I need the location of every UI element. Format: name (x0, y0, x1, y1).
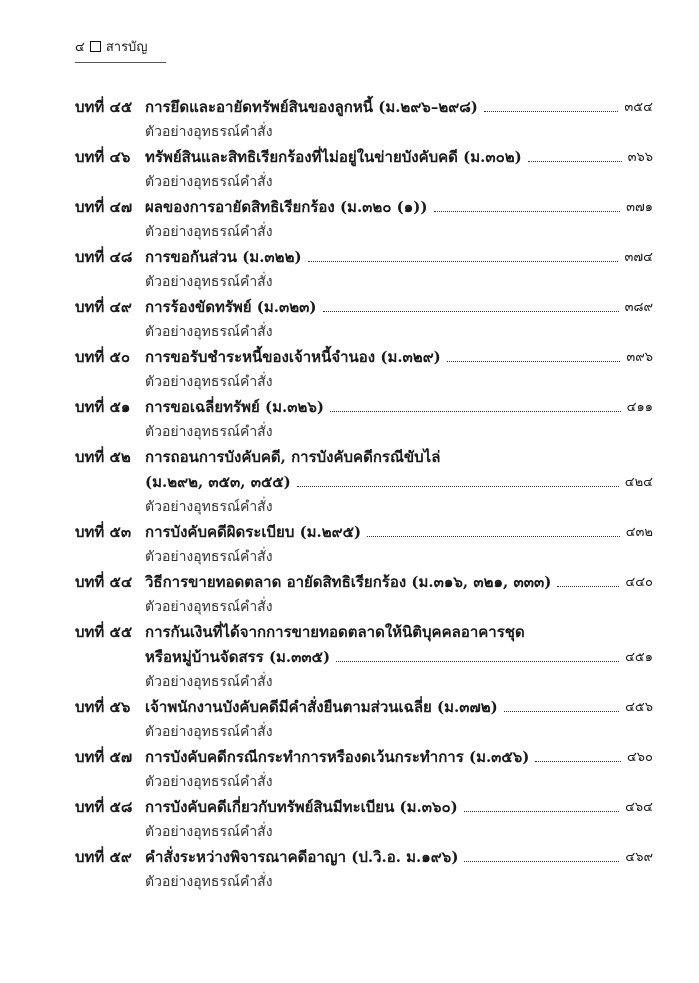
chapter-label: บทที่ ๕๖ (75, 697, 131, 716)
dot-leader (504, 711, 619, 712)
chapter-title[interactable]: การบังคับคดีกรณีกระทำการหรืองดเว้นกระทำการ (ม.๓๕๖) (145, 747, 530, 766)
toc-entry[interactable] (75, 144, 653, 194)
example-line (75, 544, 653, 569)
page-number[interactable]: ๓๘๙ (624, 300, 653, 315)
chapter-title[interactable]: คำสั่งระหว่างพิจารณาคดีอาญา (ป.วิ.อ. ม.๑๙๖) (145, 847, 459, 866)
toc-line (75, 194, 653, 219)
chapter-title[interactable]: การถอนการบังคับคดี, การบังคับคดีกรณีขับไล่ (145, 447, 441, 466)
page-number[interactable]: ๔๑๑ (626, 400, 653, 415)
chapter-label: บทที่ ๔๗ (75, 197, 133, 216)
example-line (75, 269, 653, 294)
header-rule (75, 62, 166, 63)
chapter-title[interactable]: หรือหมู่บ้านจัดสรร (ม.๓๓๕) (145, 647, 331, 666)
example-line (75, 169, 653, 194)
toc-line (75, 469, 653, 494)
toc-line (75, 619, 653, 644)
example-line (75, 494, 653, 519)
chapter-title[interactable]: วิธีการขายทอดตลาด อายัดสิทธิเรียกร้อง (ม.๓๑๖, ๓๒๑, ๓๓๓) (145, 572, 552, 591)
example-line (75, 819, 653, 844)
dot-leader (464, 861, 619, 862)
chapter-label: บทที่ ๔๖ (75, 147, 131, 166)
toc-line (75, 294, 653, 319)
chapter-title[interactable]: เจ้าพนักงานบังคับคดีมีคำสั่งยืนตามส่วนเฉลี่ย (ม.๓๗๒) (145, 697, 498, 716)
example-line (75, 594, 653, 619)
example-subheading[interactable]: ตัวอย่างอุทธรณ์คำสั่ง (145, 223, 273, 240)
example-subheading[interactable]: ตัวอย่างอุทธรณ์คำสั่ง (145, 598, 273, 615)
page-number[interactable]: ๓๗๑ (626, 200, 653, 215)
toc-entry[interactable] (75, 569, 653, 619)
page-number[interactable]: ๓๗๔ (624, 250, 653, 265)
dot-leader (367, 536, 620, 537)
toc-line (75, 569, 653, 594)
page-number[interactable]: ๔๖๐ (626, 750, 653, 765)
example-line (75, 319, 653, 344)
example-subheading[interactable]: ตัวอย่างอุทธรณ์คำสั่ง (145, 673, 273, 690)
dot-leader (323, 311, 619, 312)
dot-leader (330, 411, 621, 412)
dot-leader (308, 261, 619, 262)
example-subheading[interactable]: ตัวอย่างอุทธรณ์คำสั่ง (145, 373, 273, 390)
chapter-title[interactable]: การร้องขัดทรัพย์ (ม.๓๒๓) (145, 297, 317, 316)
dot-leader (297, 486, 619, 487)
chapter-label: บทที่ ๕๒ (75, 447, 131, 466)
toc-line (75, 394, 653, 419)
toc-entry[interactable] (75, 244, 653, 294)
example-line (75, 669, 653, 694)
chapter-title[interactable]: การบังคับคดีผิดระเบียบ (ม.๒๙๕) (145, 522, 362, 541)
toc-line (75, 144, 653, 169)
page-number[interactable]: ๓๖๖ (627, 150, 653, 165)
page-number: ๔ (75, 40, 85, 55)
toc-entry[interactable] (75, 394, 653, 444)
dot-leader (464, 811, 619, 812)
running-header (75, 36, 147, 57)
toc-entry[interactable] (75, 294, 653, 344)
page-number[interactable]: ๔๕๑ (625, 650, 653, 665)
chapter-title[interactable]: ผลของการอายัดสิทธิเรียกร้อง (ม.๓๒๐ (๑)) (145, 197, 428, 216)
page-number[interactable]: ๔๕๖ (625, 700, 653, 715)
example-line (75, 769, 653, 794)
dot-leader (528, 161, 622, 162)
example-line (75, 119, 653, 144)
toc-line (75, 444, 653, 469)
toc-line (75, 644, 653, 669)
toc-entry[interactable] (75, 744, 653, 794)
example-line (75, 369, 653, 394)
chapter-title[interactable]: การยึดและอายัดทรัพย์สินของลูกหนี้ (ม.๒๙๖–๒๙๘) (145, 97, 478, 116)
chapter-title[interactable]: การบังคับคดีเกี่ยวกับทรัพย์สินมีทะเบียน (ม.๓๖๐) (145, 797, 458, 816)
toc-entry[interactable] (75, 444, 653, 519)
dot-leader (336, 661, 619, 662)
toc-entry[interactable] (75, 844, 653, 894)
chapter-title[interactable]: (ม.๒๙๒, ๓๕๓, ๓๕๕) (145, 472, 291, 491)
toc-entry[interactable] (75, 619, 653, 694)
dot-leader (434, 211, 621, 212)
example-line (75, 719, 653, 744)
dot-leader (447, 361, 621, 362)
example-line (75, 869, 653, 894)
page-number[interactable]: ๔๓๒ (625, 525, 653, 540)
chapter-label: บทที่ ๕๑ (75, 397, 131, 416)
chapter-label: บทที่ ๕๗ (75, 747, 133, 766)
page-number[interactable]: ๔๖๔ (625, 800, 653, 815)
chapter-title[interactable]: การขอรับชำระหนี้ของเจ้าหนี้จำนอง (ม.๓๒๙) (145, 347, 441, 366)
example-subheading[interactable]: ตัวอย่างอุทธรณ์คำสั่ง (145, 273, 273, 290)
example-subheading[interactable]: ตัวอย่างอุทธรณ์คำสั่ง (145, 423, 273, 440)
example-line (75, 419, 653, 444)
example-subheading[interactable]: ตัวอย่างอุทธรณ์คำสั่ง (145, 723, 273, 740)
page-number[interactable]: ๓๕๔ (624, 100, 653, 115)
toc-entry[interactable] (75, 344, 653, 394)
example-subheading[interactable]: ตัวอย่างอุทธรณ์คำสั่ง (145, 498, 273, 515)
chapter-label: บทที่ ๕๔ (75, 572, 133, 591)
table-of-contents (75, 94, 653, 894)
chapter-label: บทที่ ๔๕ (75, 97, 133, 116)
toc-line (75, 344, 653, 369)
example-subheading[interactable]: ตัวอย่างอุทธรณ์คำสั่ง (145, 773, 273, 790)
toc-line (75, 519, 653, 544)
section-title: สารบัญ (105, 40, 148, 55)
toc-line (75, 844, 653, 869)
dot-leader (484, 111, 619, 112)
toc-entry[interactable] (75, 694, 653, 744)
chapter-title[interactable]: การขอกันส่วน (ม.๓๒๒) (145, 247, 302, 266)
toc-entry[interactable] (75, 519, 653, 569)
example-subheading[interactable]: ตัวอย่างอุทธรณ์คำสั่ง (145, 123, 273, 140)
chapter-title[interactable]: การกันเงินที่ได้จากการขายทอดตลาดให้นิติบุคคลอาคารชุด (145, 622, 525, 641)
chapter-label: บทที่ ๕๘ (75, 797, 133, 816)
example-subheading[interactable]: ตัวอย่างอุทธรณ์คำสั่ง (145, 548, 273, 565)
toc-line (75, 794, 653, 819)
chapter-label: บทที่ ๔๘ (75, 247, 133, 266)
chapter-label: บทที่ ๕๓ (75, 522, 132, 541)
dot-leader (535, 761, 621, 762)
chapter-label: บทที่ ๕๐ (75, 347, 131, 366)
toc-line (75, 694, 653, 719)
toc-line (75, 244, 653, 269)
example-subheading[interactable]: ตัวอย่างอุทธรณ์คำสั่ง (145, 173, 273, 190)
example-subheading[interactable]: ตัวอย่างอุทธรณ์คำสั่ง (145, 873, 273, 890)
toc-entry[interactable] (75, 94, 653, 144)
toc-entry[interactable] (75, 794, 653, 844)
page-number[interactable]: ๔๒๔ (624, 475, 653, 490)
example-subheading[interactable]: ตัวอย่างอุทธรณ์คำสั่ง (145, 823, 273, 840)
toc-entry[interactable] (75, 194, 653, 244)
example-line (75, 219, 653, 244)
chapter-label: บทที่ ๕๙ (75, 847, 132, 866)
chapter-title[interactable]: การขอเฉลี่ยทรัพย์ (ม.๓๒๖) (145, 397, 324, 416)
page-number[interactable]: ๓๙๖ (626, 350, 653, 365)
chapter-title[interactable]: ทรัพย์สินและสิทธิเรียกร้องที่ไม่อยู่ในข่ายบังคับคดี (ม.๓๐๒) (145, 147, 522, 166)
toc-line (75, 744, 653, 769)
square-bullet-icon (90, 41, 101, 52)
toc-line (75, 94, 653, 119)
dot-leader (557, 586, 619, 587)
example-subheading[interactable]: ตัวอย่างอุทธรณ์คำสั่ง (145, 323, 273, 340)
chapter-label: บทที่ ๕๕ (75, 622, 133, 641)
page-number[interactable]: ๔๔๐ (625, 575, 653, 590)
chapter-label: บทที่ ๔๙ (75, 297, 132, 316)
page-number[interactable]: ๔๖๙ (625, 850, 653, 865)
